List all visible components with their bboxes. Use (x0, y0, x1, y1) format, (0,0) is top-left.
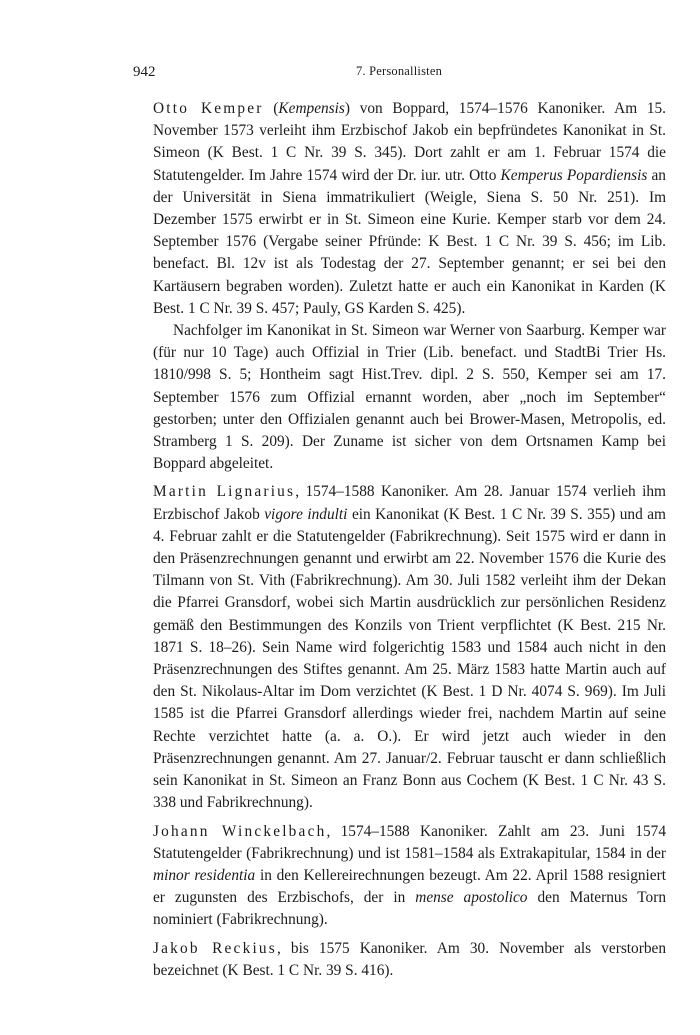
entry-name: Johann Winckelbach (153, 822, 327, 840)
entry-jakob-reckius (133, 938, 666, 982)
entry-text: , 1574–1588 Kanoniker. Am 28. Januar 1574 verlieh ihm Erzbischof Jakob vigore indulti ein Kanonikat (K Best. 1 C Nr. 39 S. 355) und am 4. Februar zahlt er die Statutengelder (Fabrikrechnung). Seit 1575 wird er dann in den Präsenzrechnungen genannt und erwirbt am 22. November 1576 die Kurie des Tilmann von St. Vith (Fabrikrechnung). Am 30. Juli 1582 verleiht ihm der Dekan die Pfarrei Gransdorf, wobei sich Martin ausdrücklich zur persönlichen Residenz gemäß den Bestimmungen des Konzils von Trient verpflichtet (K Best. 215 Nr. 1871 S. 18–26). Sein Name wird folgerichtig 1583 und 1584 auch nicht in den Präsenzrechnungen des Stiftes genannt. Am 25. März 1583 hatte Martin auch auf den St. Nikolaus-Altar im Dom verzichtet (K Best. 1 D Nr. 4074 S. 969). Im Juli 1585 ist die Pfarrei Gransdorf allerdings wieder frei, nachdem Martin auf seine Rechte verzichtet hatte (a. a. O.). Er wird jetzt auch wieder in den Präsenzrechnungen genannt. Am 27. Januar/2. Februar tauscht er dann schließlich sein Kanonikat in St. Simeon an Franz Bonn aus Cochem (K Best. 1 C Nr. 43 S. 338 und Fabrikrechnung). (153, 483, 666, 812)
italic-term: Kemperus Popardiensis (500, 166, 648, 184)
page-number: 942 (133, 64, 156, 80)
italic-term: minor residentia (153, 866, 256, 884)
entry-text: , 1574–1588 Kanoniker. Zahlt am 23. Juni 1574 Statutengelder (Fabrikrechnung) und ist 1581–1584 als Extrakapitular, 1584 in der minor residentia in den Kellereirechnungen bezeugt. Am 22. April 1588 resigniert er zugunsten des Erzbischofs, der in mense apostolico den Maternus Torn nominiert (Fabrikrechnung). (153, 822, 666, 929)
entry-text: (Kempensis) von Boppard, 1574–1576 Kanoniker. Am 15. November 1573 verleiht ihm Erzbischof Jakob ein bepfründetes Kanonikat in St. Simeon (K Best. 1 C Nr. 39 S. 345). Dort zahlt er am 1. Februar 1574 die Statutengelder. Im Jahre 1574 wird der Dr. iur. utr. Otto Kemperus Popardiensis an der Universität in Siena immatrikuliert (Weigle, Siena S. 50 Nr. 251). Im Dezember 1575 erwirbt er in St. Simeon eine Kurie. Kemper starb vor dem 24. September 1576 (Vergabe seiner Pfründe: K Best. 1 C Nr. 39 S. 456; im Lib. benefact. Bl. 12v ist als Todestag der 27. September genannt; er sei bei den Kartäusern begraben worden). Zuletzt hatte er auch ein Kanonikat in Karden (K Best. 1 C Nr. 39 S. 457; Pauly, GS Karden S. 425). (153, 100, 667, 317)
entry-paragraph (153, 938, 666, 982)
entry-paragraph-continued: Nachfolger im Kanonikat in St. Simeon war Werner von Saarburg. Kemper war (für nur 10 Tage) auch Offizial in Trier (Lib. benefact. und StadtBi Trier Hs. 1810/998 S. 5; Hontheim sagt Hist.Trev. dipl. 2 S. 550, Kemper sei am 17. September 1576 zum Offizial ernannt worden, aber „noch im September“ gestorben; unter den Offizialen genannt auch bei Brower-Masen, Metropolis, ed. Stramberg 1 S. 209). Der Zuname ist sicher von dem Ortsnamen Kamp bei Boppard abgeleitet. (153, 322, 666, 473)
italic-term: vigore indulti (264, 505, 348, 523)
entry-paragraph (153, 481, 666, 814)
entry-martin-lignarius (133, 481, 666, 814)
entry-johann-winckelbach (133, 821, 666, 932)
italic-term: mense apostolico (415, 889, 528, 907)
entry-name: Otto Kemper (153, 100, 264, 117)
entry-otto-kemper (133, 98, 666, 475)
entry-paragraph (153, 98, 666, 320)
italic-term: Kempensis (278, 100, 345, 117)
entry-list (133, 98, 666, 988)
entry-text: , bis 1575 Kanoniker. Am 30. November als verstorben bezeichnet (K Best. 1 C Nr. 39 S. 416). (153, 939, 666, 979)
entry-paragraph (153, 821, 666, 932)
entry-name: Martin Lignarius (153, 483, 296, 501)
entry-name: Jakob Reckius (153, 939, 277, 957)
page-header (133, 64, 665, 86)
running-head: 7. Personallisten (355, 64, 443, 78)
